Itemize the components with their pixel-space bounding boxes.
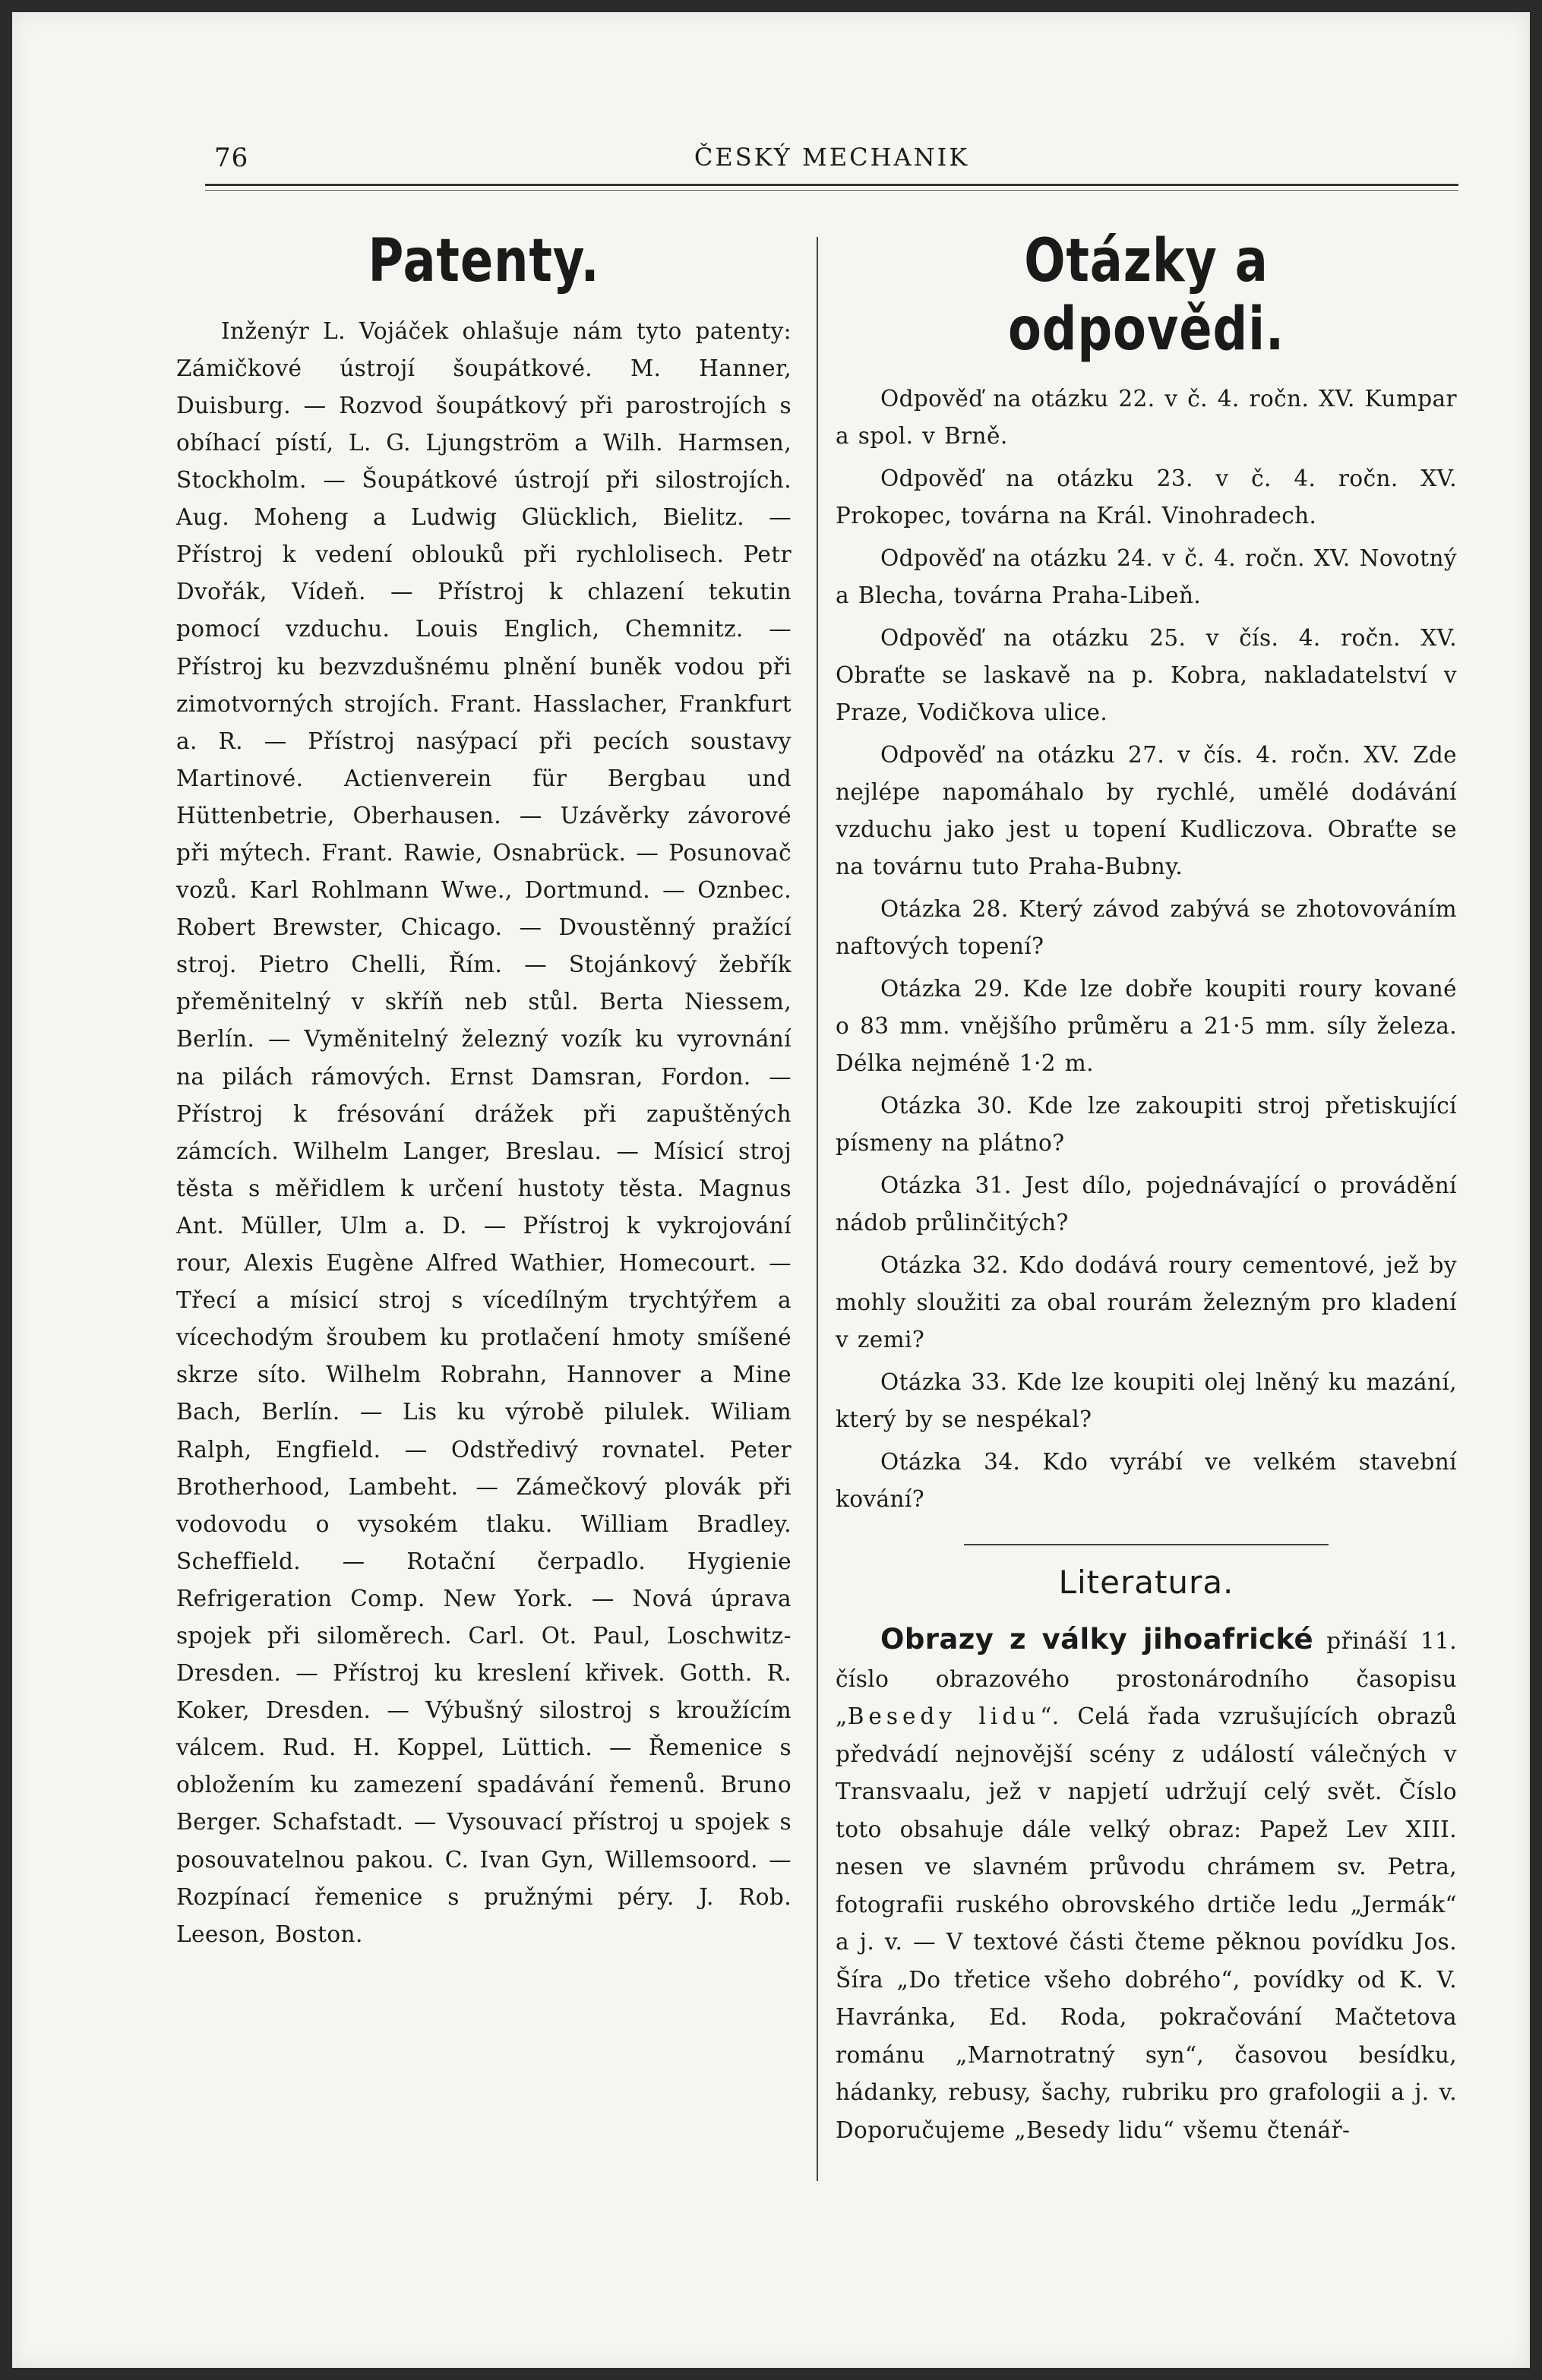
- qa-column: [836, 228, 1457, 2149]
- running-title: ČESKÝ MECHANIK: [694, 143, 970, 172]
- literature-text-before-quote: přináší 11. číslo obrazového prostonárodního časopisu „: [836, 1628, 1458, 1730]
- qa-item: Odpověď na otázku 24. v č. 4. ročn. XV. Novotný a Blecha, továrna Praha-Libeň.: [836, 545, 1457, 609]
- page-number: 76: [214, 143, 249, 173]
- qa-title: Otázky a odpovědi.: [1008, 227, 1284, 364]
- patents-text: Inženýr L. Vojáček ohlašuje nám tyto patenty: Zámičkové ústrojí šoupátkové. M. Hanner, Duisburg. — Rozvod šoupátkový při parostrojích s obíhací pístí, L. G. Ljungström a Wilh. Harmsen, Stockholm. — Šoupátkové ústrojí při silostrojích. Aug. Moheng a Ludwig Glücklich, Bielitz. — Přístroj k vedení oblouků při rychlolisech. Petr Dvořák, Vídeň. — Přístroj k chlazení tekutin pomocí vzduchu. Louis Englich, Chemnitz. — Přístroj ku bezvzdušnému plnění buněk vodou při zimotvorných strojích. Frant. Hasslacher, Frankfurt a. R. — Přístroj nasýpací při pecích soustavy Martinové. Actienverein für Bergbau und Hüttenbetrie, Oberhausen. — Uzávěrky závorové při mýtech. Frant. Rawie, Osnabrück. — Posunovač vozů. Karl Rohlmann Wwe., Dortmund. — Oznbec. Robert Brewster, Chicago. — Dvoustěnný pražící stroj. Pietro Chelli, Řím. — Stojánkový žebřík přeměnitelný v skříň neb stůl. Berta Niessem, Berlín. — Vyměnitelný železný vozík ku vyrovnání na pilách rámových. Ernst Damsran, Fordon. — Přístroj k frésování drážek při zapuštěných zámcích. Wilhelm Langer, Breslau. — Mísicí stroj těsta s měřidlem k určení hustoty těsta. Magnus Ant. Müller, Ulm a. D. — Přístroj k vykrojování rour, Alexis Eugène Alfred Wathier, Homecourt. — Třecí a mísicí stroj s vícedílným trychtýřem a vícechodým šroubem ku protlačení hmoty smíšené skrze síto. Wilhelm Robrahn, Hannover a Mine Bach, Berlín. — Lis ku výrobě pilulek. Wiliam Ralph, Engfield. — Odstředivý rovnatel. Peter Brotherhood, Lambeht. — Zámečkový plovák při vodovodu o vysokém tlaku. William Bradley. Scheffield. — Rotační čerpadlo. Hygienie Refrigeration Comp. New York. — Nová úprava spojek při siloměrech. Carl. Ot. Paul, Loschwitz-Dresden. — Přístroj ku kreslení křivek. Gotth. R. Koker, Dresden. — Výbušný silostroj s kroužícím válcem. Rud. H. Koppel, Lüttich. — Řemenice s obložením ku zamezení spadávání řemenů. Bruno Berger. Schafstadt. — Vysouvací přístroj u spojek s posouvatelnou pakou. C. Ivan Gyn, Willemsoord. — Rozpínací řemenice s pružnými péry. J. Rob. Leeson, Boston.: [176, 317, 792, 1947]
- literature-text-after-quote: “. Celá řada vzrušujících obrazů předvádí nejnovější scény z událostí válečných v Transvaalu, jež v napjetí udržují celý svět. Číslo toto obsahuje dále velký obraz: Papež Lev XIII. nesen ve slavném průvodu chrámem sv. Petra, fotografii ruského obrovského drtiče ledu „Jermák“ a j. v. — V textové části čteme pěknou povídku Jos. Šíra „Do třetice všeho dobrého“, povídky od K. V. Havránka, Ed. Roda, pokračování Mačtetova románu „Marnotratný syn“, časovou besídku, hádanky, rebusy, šachy, rubriku pro grafologii a j. v. Doporučujeme „Besedy lidu“ všemu čtenář-: [836, 1703, 1457, 2143]
- page-header: [205, 143, 1458, 173]
- literature-title: Literatura.: [1058, 1564, 1234, 1602]
- header-rule-thin: [205, 190, 1458, 191]
- literature-rule: [964, 1544, 1329, 1545]
- qa-item: Otázka 34. Kdo vyrábí ve velkém stavební kování?: [836, 1449, 1457, 1513]
- qa-item: Odpověď na otázku 27. v čís. 4. ročn. XV. Zde nejlépe napomáhalo by rychlé, umělé dodávání vzduchu jako jest u topení Kudliczova. Obraťte se na továrnu tuto Praha-Bubny.: [836, 742, 1457, 880]
- qa-item: Otázka 29. Kde lze dobře koupiti roury kované o 83 mm. vnějšího průměru a 21·5 mm. síly železa. Délka nejméně 1·2 m.: [836, 976, 1457, 1077]
- qa-item: Otázka 30. Kde lze zakoupiti stroj přetiskující písmeny na plátno?: [836, 1093, 1457, 1157]
- column-divider: [817, 237, 818, 2181]
- qa-item: Otázka 28. Který závod zabývá se zhotovováním naftových topení?: [836, 896, 1457, 960]
- qa-item: Odpověď na otázku 25. v čís. 4. ročn. XV. Obraťte se laskavě na p. Kobra, nakladatelství v Praze, Vodičkova ulice.: [836, 625, 1457, 726]
- qa-item: Otázka 33. Kde lze koupiti olej lněný ku mazání, který by se nespékal?: [836, 1369, 1457, 1433]
- qa-list: [836, 380, 1457, 1518]
- qa-item: Odpověď na otázku 23. v č. 4. ročn. XV. Prokopec, továrna na Král. Vinohradech.: [836, 466, 1457, 529]
- qa-item: Odpověď na otázku 22. v č. 4. ročn. XV. Kumpar a spol. v Brně.: [836, 386, 1457, 450]
- qa-item: Otázka 32. Kdo dodává roury cementové, jež by mohly sloužiti za obal rourám železným pro kladení v zemi?: [836, 1252, 1457, 1353]
- patents-title: Patenty.: [368, 227, 600, 295]
- header-rule: [205, 184, 1458, 186]
- qa-item: Otázka 31. Jest dílo, pojednávající o provádění nádob průlinčitých?: [836, 1173, 1457, 1236]
- literature-heading: Obrazy z války jihoafrické: [880, 1623, 1314, 1656]
- patents-column: [176, 228, 792, 1953]
- literature-text: [836, 1621, 1457, 2149]
- literature-quote-title: Besedy lidu: [847, 1703, 1041, 1730]
